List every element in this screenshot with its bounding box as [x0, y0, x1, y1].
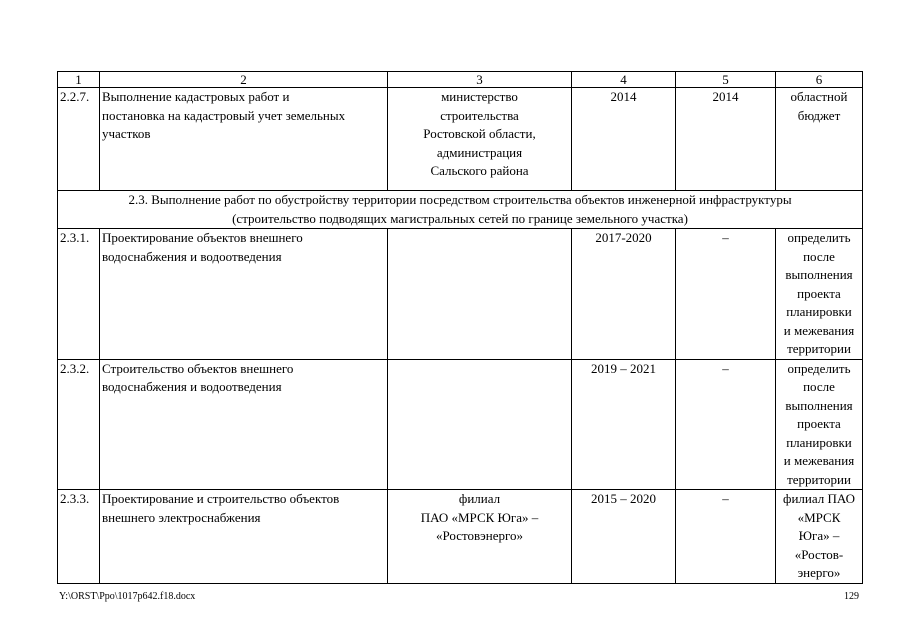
row-end: –: [676, 229, 776, 360]
row-number: 2.3.1.: [58, 229, 100, 360]
row-start: 2015 – 2020: [572, 490, 676, 584]
table-row: [58, 359, 863, 490]
section-title: 2.3. Выполнение работ по обустройству территории посредством строительства объектов инженерной инфраструктуры (строительство подводящих магистральных сетей по границе земельного участка): [58, 191, 863, 229]
column-header: 1: [58, 72, 100, 88]
row-executor: [388, 229, 572, 360]
row-start: 2017-2020: [572, 229, 676, 360]
row-end: –: [676, 359, 776, 490]
column-header: 3: [388, 72, 572, 88]
row-number: 2.3.3.: [58, 490, 100, 584]
column-header: 2: [100, 72, 388, 88]
table-row: [58, 88, 863, 191]
row-source: филиал ПАО «МРСК Юга» – «Ростов- энерго»: [776, 490, 863, 584]
row-end: –: [676, 490, 776, 584]
row-end: 2014: [676, 88, 776, 191]
row-name: Проектирование и строительство объектов внешнего электроснабжения: [100, 490, 388, 584]
measures-table: [57, 71, 863, 584]
row-start: 2014: [572, 88, 676, 191]
row-number: 2.3.2.: [58, 359, 100, 490]
column-header: 4: [572, 72, 676, 88]
table-row: [58, 490, 863, 584]
column-header: 5: [676, 72, 776, 88]
row-source: определить после выполнения проекта планировки и межевания территории: [776, 229, 863, 360]
row-source: определить после выполнения проекта планировки и межевания территории: [776, 359, 863, 490]
row-name: Строительство объектов внешнего водоснабжения и водоотведения: [100, 359, 388, 490]
table-row: [58, 229, 863, 360]
row-executor: министерство строительства Ростовской области, администрация Сальского района: [388, 88, 572, 191]
footer-page-number: 129: [844, 591, 859, 602]
row-name: Выполнение кадастровых работ и постановка на кадастровый учет земельных участков: [100, 88, 388, 191]
row-source: областной бюджет: [776, 88, 863, 191]
column-header: 6: [776, 72, 863, 88]
row-start: 2019 – 2021: [572, 359, 676, 490]
section-header-row: [58, 191, 863, 229]
row-number: 2.2.7.: [58, 88, 100, 191]
row-executor: филиал ПАО «МРСК Юга» – «Ростовэнерго»: [388, 490, 572, 584]
row-name: Проектирование объектов внешнего водоснабжения и водоотведения: [100, 229, 388, 360]
row-executor: [388, 359, 572, 490]
footer-file-path: Y:\ORST\Ppo\1017p642.f18.docx: [59, 591, 196, 602]
table-header-row: [58, 72, 863, 88]
